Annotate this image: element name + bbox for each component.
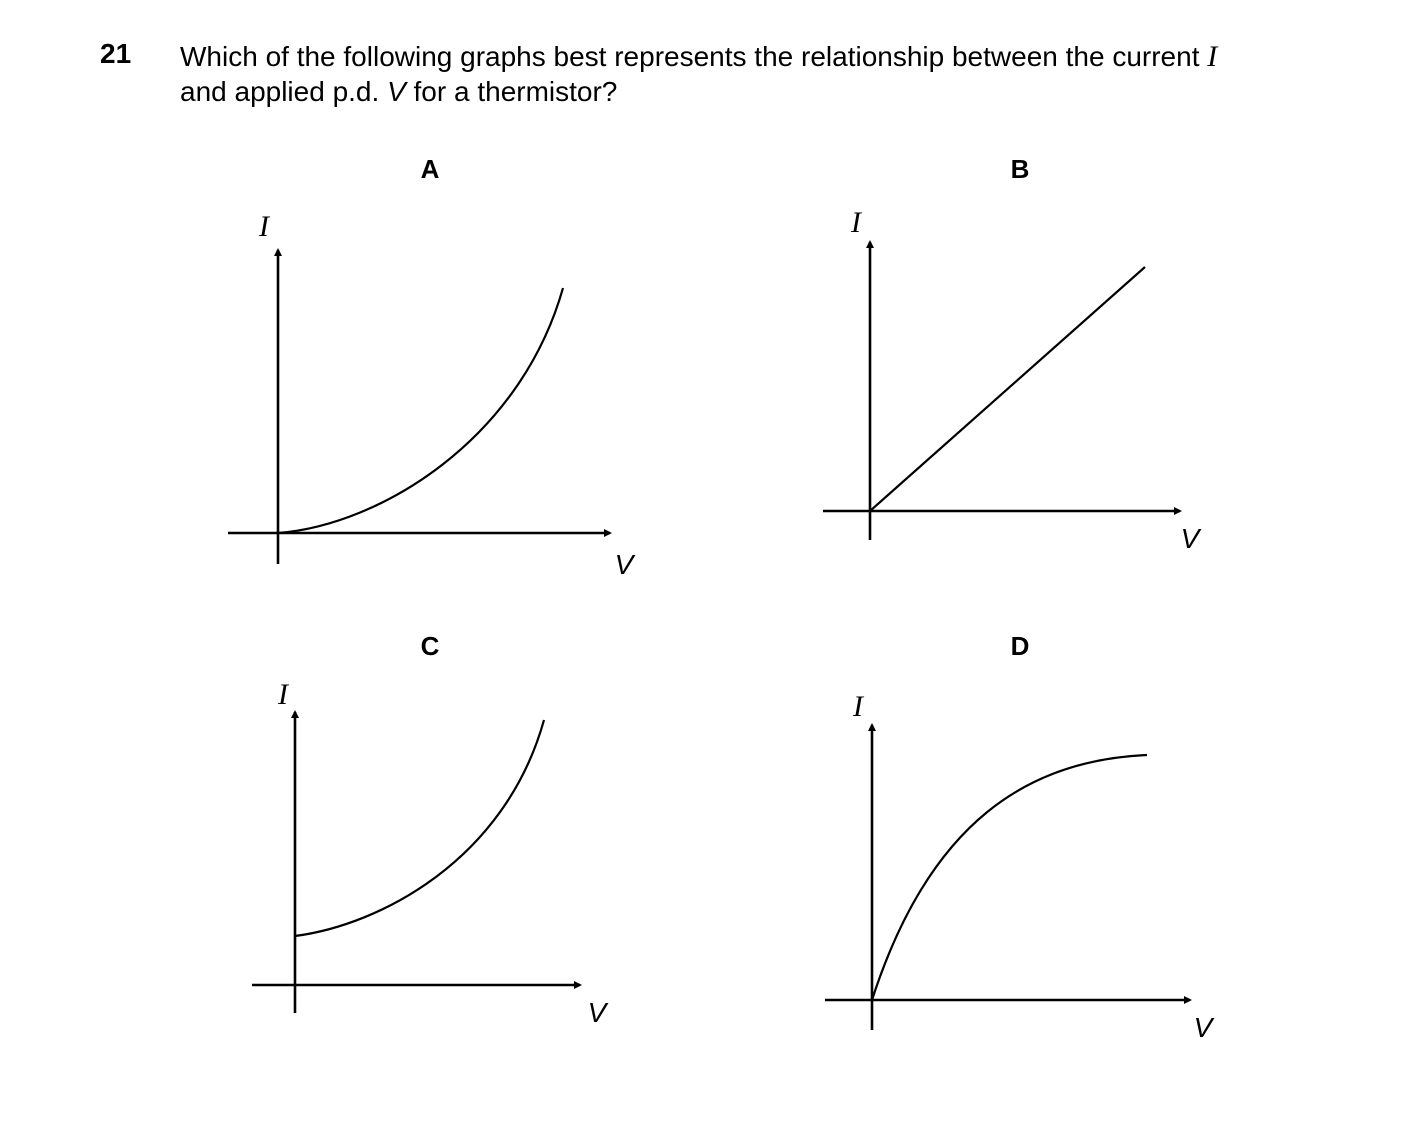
option-a-graph bbox=[228, 154, 636, 580]
option-d-x-label: V bbox=[1193, 1012, 1213, 1043]
question-text-part1: Which of the following graphs best represents the relationship between the current bbox=[180, 41, 1208, 72]
voltage-symbol: V bbox=[387, 76, 406, 107]
option-a-curve bbox=[278, 288, 563, 533]
option-b-letter: B bbox=[1010, 154, 1030, 184]
option-c-y-label: I bbox=[278, 678, 288, 711]
option-c-graph bbox=[252, 631, 609, 1028]
option-b-line bbox=[870, 267, 1145, 511]
option-a-letter: A bbox=[420, 154, 440, 184]
question-text-part3: for a thermistor? bbox=[405, 76, 618, 107]
option-b-x-label: V bbox=[1180, 523, 1200, 554]
option-a-y-label: I bbox=[259, 210, 269, 243]
option-b-graph bbox=[823, 154, 1202, 554]
option-d-curve bbox=[872, 755, 1147, 1000]
option-c-letter: C bbox=[420, 631, 440, 661]
option-c-x-label: V bbox=[587, 997, 607, 1028]
option-a-x-label: V bbox=[614, 549, 634, 580]
option-d-y-label: I bbox=[853, 690, 863, 723]
option-b-y-label: I bbox=[851, 206, 861, 239]
option-d-graph bbox=[825, 631, 1215, 1043]
option-d-letter: D bbox=[1010, 631, 1030, 661]
current-symbol: I bbox=[1207, 40, 1218, 73]
question-text-part2: and applied p.d. bbox=[180, 76, 388, 107]
question-number: 21 bbox=[100, 38, 132, 69]
option-c-curve bbox=[295, 720, 544, 936]
